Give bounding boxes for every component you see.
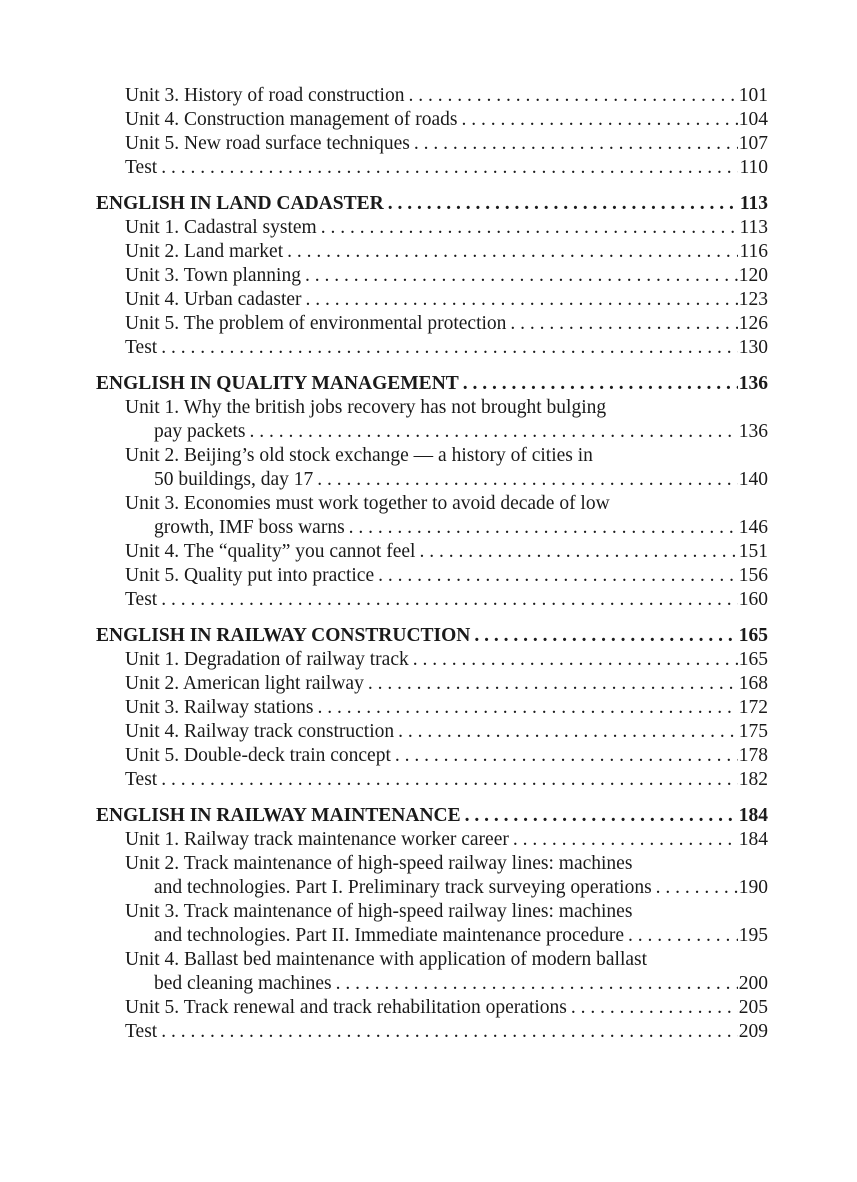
toc-entry-title: Unit 3. Town planning <box>125 265 301 286</box>
toc-entry[interactable] <box>96 396 768 444</box>
dot-leader <box>510 312 737 336</box>
toc-entry-page: 107 <box>738 133 768 154</box>
toc-entry-title: Unit 2. American light railway <box>125 673 364 694</box>
toc-entry[interactable] <box>96 744 768 768</box>
dot-leader <box>414 132 738 156</box>
toc-entry[interactable] <box>96 84 768 108</box>
dot-leader <box>408 84 737 108</box>
dot-leader <box>388 192 739 216</box>
dot-leader <box>321 216 739 240</box>
toc-entry-title: Unit 4. Construction management of roads <box>125 109 458 130</box>
dot-leader <box>571 996 738 1020</box>
toc-entry[interactable] <box>96 288 768 312</box>
dot-leader <box>463 372 738 396</box>
toc-entry-page: 200 <box>738 973 768 994</box>
toc-section-railway-construction <box>96 624 768 792</box>
dot-leader <box>161 588 738 612</box>
dot-leader <box>656 876 738 900</box>
toc-section-heading[interactable] <box>96 804 768 828</box>
toc-section-railway-maintenance <box>96 804 768 1044</box>
dot-leader <box>513 828 738 852</box>
toc-entry[interactable] <box>96 996 768 1020</box>
toc-heading-page: 165 <box>738 625 768 646</box>
dot-leader <box>368 672 738 696</box>
toc-heading-title: ENGLISH IN RAILWAY MAINTENANCE <box>96 805 461 826</box>
toc-entry[interactable] <box>96 540 768 564</box>
dot-leader <box>317 468 738 492</box>
toc-entry-page: 156 <box>738 565 768 586</box>
toc-entry-title: bed cleaning machines <box>154 973 332 994</box>
toc-entry-title: growth, IMF boss warns <box>154 517 345 538</box>
toc-entry-title-line1: Unit 4. Ballast bed maintenance with application of modern ballast <box>125 949 648 970</box>
toc-entry-title: Test <box>125 157 158 178</box>
toc-entry-title: Unit 1. Degradation of railway track <box>125 649 409 670</box>
toc-entry-title: Unit 1. Railway track maintenance worker career <box>125 829 509 850</box>
toc-entry-page: 140 <box>738 469 768 490</box>
toc-entry[interactable] <box>96 444 768 492</box>
dot-leader <box>306 288 738 312</box>
toc-entry-page: 120 <box>738 265 768 286</box>
toc-heading-page: 136 <box>738 373 768 394</box>
toc-entry-title-line1: Unit 2. Track maintenance of high-speed railway lines: machines <box>125 853 633 874</box>
toc-heading-page: 113 <box>739 193 768 214</box>
toc-entry-page: 123 <box>738 289 768 310</box>
toc-entry-title: Unit 1. Cadastral system <box>125 217 317 238</box>
toc-entry-title: Unit 5. Track renewal and track rehabilitation operations <box>125 997 567 1018</box>
toc-heading-title: ENGLISH IN QUALITY MANAGEMENT <box>96 373 459 394</box>
toc-section-heading[interactable] <box>96 372 768 396</box>
toc-entry[interactable] <box>96 492 768 540</box>
toc-entry[interactable] <box>96 948 768 996</box>
dot-leader <box>378 564 738 588</box>
toc-entry[interactable] <box>96 264 768 288</box>
toc-entry-title-line1: Unit 1. Why the british jobs recovery has not brought bulging <box>125 397 607 418</box>
toc-entry[interactable] <box>96 588 768 612</box>
toc-entry-title: Unit 5. Quality put into practice <box>125 565 375 586</box>
toc-entry-title: Unit 4. Railway track construction <box>125 721 395 742</box>
toc-entry[interactable] <box>96 216 768 240</box>
dot-leader <box>628 924 738 948</box>
toc-entry-page: 160 <box>738 589 768 610</box>
toc-entry-page: 184 <box>738 829 768 850</box>
toc-entry-title: Unit 3. History of road construction <box>125 85 405 106</box>
toc-entry-title: Unit 2. Land market <box>125 241 284 262</box>
dot-leader <box>305 264 738 288</box>
dot-leader <box>161 768 738 792</box>
toc-entry-page: 182 <box>738 769 768 790</box>
toc-entry-title: 50 buildings, day 17 <box>154 469 314 490</box>
toc-entry-page: 209 <box>738 1021 768 1042</box>
toc-entry-title: Test <box>125 589 158 610</box>
toc-entry-page: 110 <box>739 157 768 178</box>
toc-entry-title: Unit 4. Urban cadaster <box>125 289 302 310</box>
toc-entry-title: and technologies. Part I. Preliminary track surveying operations <box>154 877 652 898</box>
toc-entry-page: 165 <box>738 649 768 670</box>
toc-heading-page: 184 <box>738 805 768 826</box>
toc-entry-title: Test <box>125 1021 158 1042</box>
toc-entry-title: Test <box>125 337 158 358</box>
toc-entry[interactable] <box>96 672 768 696</box>
toc-entry[interactable] <box>96 1020 768 1044</box>
toc-entry[interactable] <box>96 336 768 360</box>
dot-leader <box>250 420 738 444</box>
toc-entry-title: Test <box>125 769 158 790</box>
toc-entry-title: pay packets <box>154 421 246 442</box>
toc-heading-title: ENGLISH IN LAND CADASTER <box>96 193 384 214</box>
dot-leader <box>395 744 738 768</box>
toc-entry[interactable] <box>96 312 768 336</box>
dot-leader <box>462 108 738 132</box>
toc-entry-page: 190 <box>738 877 768 898</box>
toc-entry-page: 146 <box>738 517 768 538</box>
toc-entry-title: Unit 5. The problem of environmental protection <box>125 313 507 334</box>
toc-entry-title: Unit 3. Railway stations <box>125 697 314 718</box>
toc-section-land-cadaster <box>96 192 768 360</box>
toc-section-roads-continued <box>96 84 768 180</box>
toc-entry-title: and technologies. Part II. Immediate maintenance procedure <box>154 925 624 946</box>
toc-entry-page: 205 <box>738 997 768 1018</box>
toc-entry[interactable] <box>96 648 768 672</box>
toc-entry[interactable] <box>96 132 768 156</box>
toc-entry[interactable] <box>96 768 768 792</box>
toc-entry-page: 104 <box>738 109 768 130</box>
dot-leader <box>474 624 737 648</box>
dot-leader <box>413 648 738 672</box>
toc-entry[interactable] <box>96 156 768 180</box>
toc-entry-page: 113 <box>739 217 768 238</box>
toc-entry[interactable] <box>96 852 768 900</box>
dot-leader <box>419 540 737 564</box>
dot-leader <box>465 804 738 828</box>
toc-entry-title-line1: Unit 2. Beijing’s old stock exchange — a history of cities in <box>125 445 593 466</box>
toc-section-heading[interactable] <box>96 192 768 216</box>
toc-entry-page: 172 <box>738 697 768 718</box>
toc-entry-page: 116 <box>739 241 768 262</box>
toc-entry-page: 195 <box>738 925 768 946</box>
dot-leader <box>349 516 738 540</box>
toc-entry[interactable] <box>96 564 768 588</box>
toc-entry-title: Unit 5. New road surface techniques <box>125 133 410 154</box>
toc-entry-title: Unit 5. Double-deck train concept <box>125 745 391 766</box>
toc-entry-title-line1: Unit 3. Track maintenance of high-speed railway lines: machines <box>125 901 633 922</box>
toc-entry-page: 101 <box>738 85 768 106</box>
toc-entry-title: Unit 4. The “quality” you cannot feel <box>125 541 416 562</box>
dot-leader <box>161 156 738 180</box>
toc-entry-title-line1: Unit 3. Economies must work together to avoid decade of low <box>125 493 610 514</box>
toc-heading-title: ENGLISH IN RAILWAY CONSTRUCTION <box>96 625 471 646</box>
dot-leader <box>161 1020 738 1044</box>
dot-leader <box>287 240 738 264</box>
toc-section-quality-management <box>96 372 768 612</box>
toc-entry-page: 136 <box>738 421 768 442</box>
toc-entry[interactable] <box>96 720 768 744</box>
toc-entry-page: 168 <box>738 673 768 694</box>
dot-leader <box>318 696 738 720</box>
dot-leader <box>336 972 738 996</box>
table-of-contents <box>96 84 768 1056</box>
toc-entry-page: 178 <box>738 745 768 766</box>
toc-section-heading[interactable] <box>96 624 768 648</box>
toc-entry[interactable] <box>96 900 768 948</box>
toc-entry-page: 130 <box>738 337 768 358</box>
toc-entry-page: 175 <box>738 721 768 742</box>
toc-entry[interactable] <box>96 108 768 132</box>
toc-entry-page: 151 <box>738 541 768 562</box>
toc-entry[interactable] <box>96 696 768 720</box>
toc-entry-page: 126 <box>738 313 768 334</box>
dot-leader <box>161 336 738 360</box>
toc-entry[interactable] <box>96 240 768 264</box>
toc-entry[interactable] <box>96 828 768 852</box>
dot-leader <box>398 720 738 744</box>
